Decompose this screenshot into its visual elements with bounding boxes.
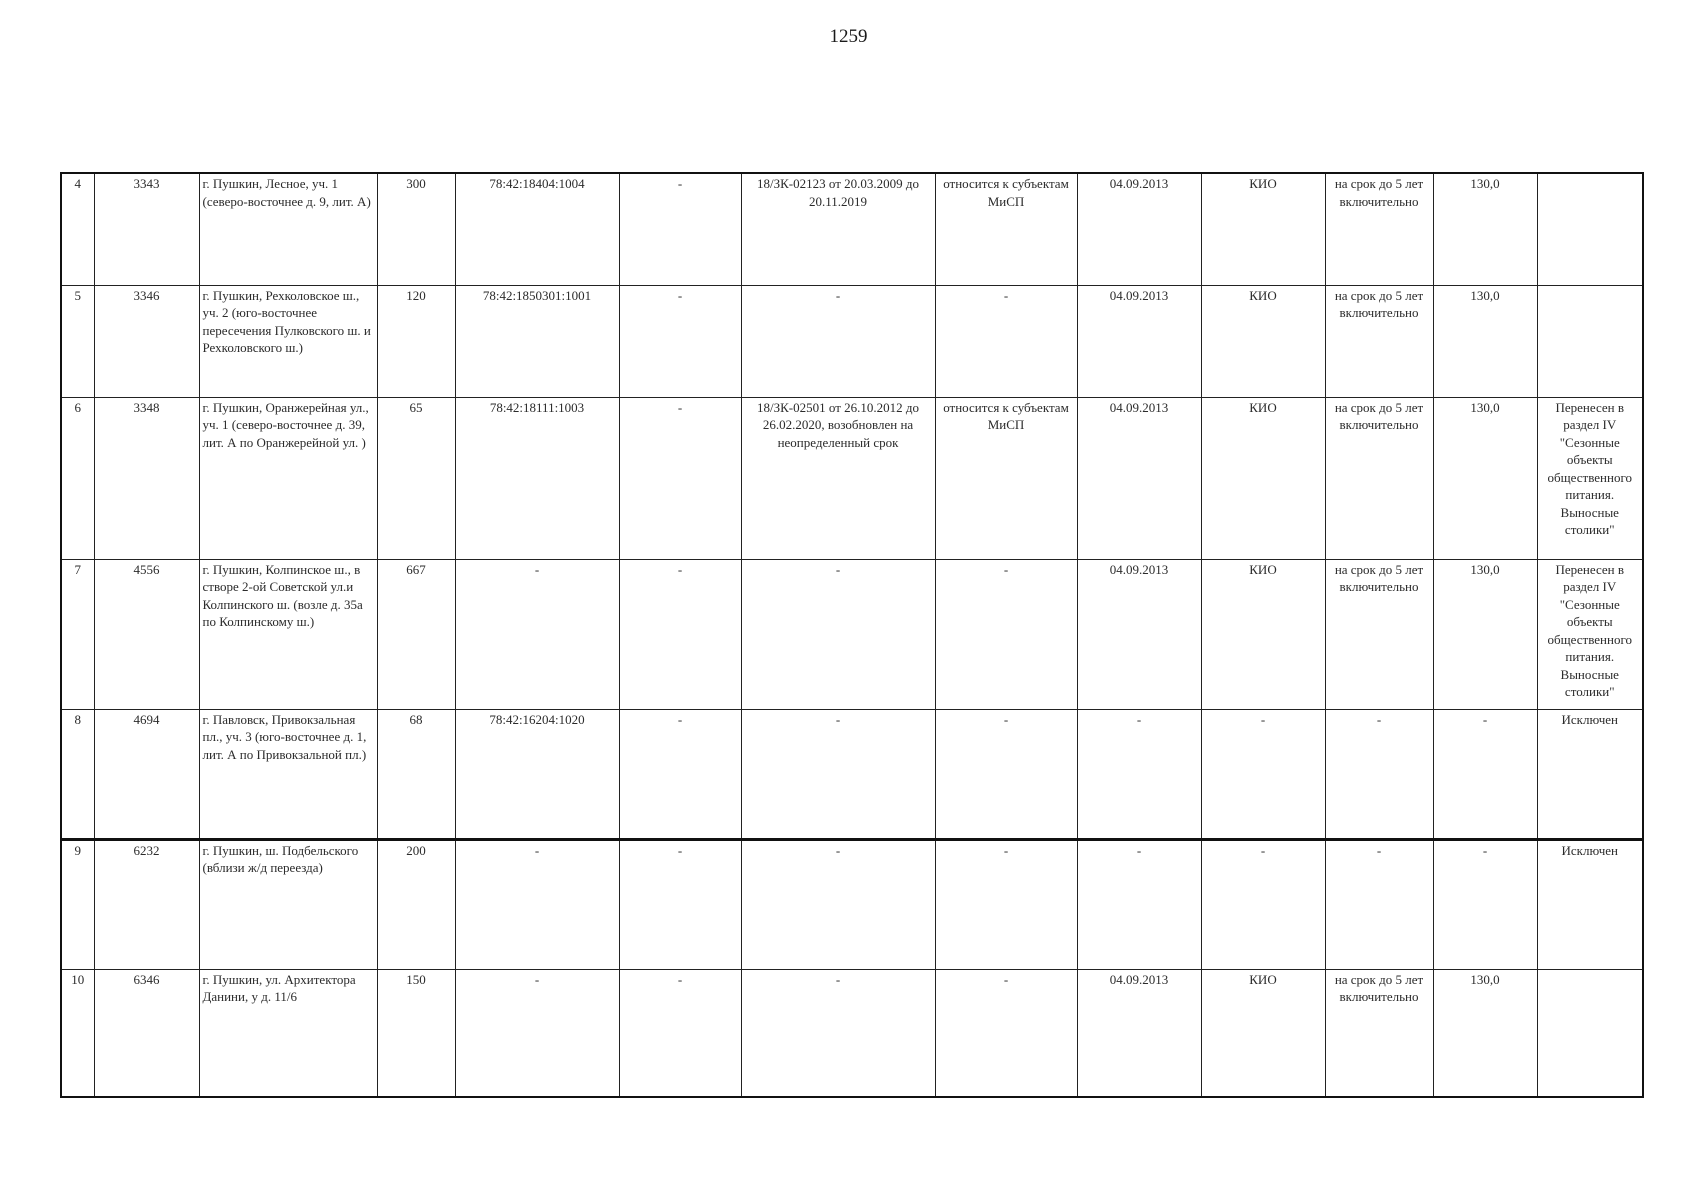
- cell-cadastral: -: [455, 969, 619, 1097]
- cell-num: 5: [61, 285, 94, 397]
- cell-num: 4: [61, 173, 94, 285]
- cell-contract: -: [741, 709, 935, 839]
- cell-contract: -: [741, 969, 935, 1097]
- cell-num: 9: [61, 839, 94, 969]
- cell-note: [1537, 285, 1643, 397]
- cell-term: на срок до 5 лет включительно: [1325, 397, 1433, 559]
- cell-address: г. Пушкин, ш. Подбельского (вблизи ж/д переезда): [199, 839, 377, 969]
- cell-term: на срок до 5 лет включительно: [1325, 173, 1433, 285]
- cell-term: на срок до 5 лет включительно: [1325, 559, 1433, 709]
- cell-value: 130,0: [1433, 559, 1537, 709]
- cell-org: КИО: [1201, 397, 1325, 559]
- cell-value: -: [1433, 709, 1537, 839]
- cell-num: 8: [61, 709, 94, 839]
- cell-num: 10: [61, 969, 94, 1097]
- cell-date: 04.09.2013: [1077, 969, 1201, 1097]
- cell-area: 120: [377, 285, 455, 397]
- cell-area: 150: [377, 969, 455, 1097]
- cell-col6: -: [619, 969, 741, 1097]
- cell-area: 65: [377, 397, 455, 559]
- cell-col6: -: [619, 397, 741, 559]
- cell-id: 6346: [94, 969, 199, 1097]
- cell-org: -: [1201, 709, 1325, 839]
- cell-contract: -: [741, 285, 935, 397]
- cell-note: [1537, 969, 1643, 1097]
- page-number: 1259: [829, 26, 868, 47]
- cell-date: -: [1077, 839, 1201, 969]
- cell-subject: относится к субъектам МиСП: [935, 397, 1077, 559]
- cell-cadastral: 78:42:18111:1003: [455, 397, 619, 559]
- cell-address: г. Пушкин, Колпинское ш., в створе 2-ой Советской ул.и Колпинского ш. (возле д. 35а по Колпинскому ш.): [199, 559, 377, 709]
- cell-col6: -: [619, 709, 741, 839]
- cell-address: г. Пушкин, ул. Архитектора Данини, у д. 11/6: [199, 969, 377, 1097]
- cell-col6: -: [619, 285, 741, 397]
- cell-org: КИО: [1201, 173, 1325, 285]
- cell-org: -: [1201, 839, 1325, 969]
- table-row: [61, 969, 1643, 1097]
- cell-term: на срок до 5 лет включительно: [1325, 285, 1433, 397]
- cell-term: на срок до 5 лет включительно: [1325, 969, 1433, 1097]
- cell-area: 200: [377, 839, 455, 969]
- cell-id: 3343: [94, 173, 199, 285]
- cell-note: [1537, 173, 1643, 285]
- cell-value: 130,0: [1433, 173, 1537, 285]
- cell-org: КИО: [1201, 969, 1325, 1097]
- cell-org: КИО: [1201, 559, 1325, 709]
- cell-col6: -: [619, 839, 741, 969]
- cell-date: -: [1077, 709, 1201, 839]
- cell-contract: -: [741, 559, 935, 709]
- cell-num: 7: [61, 559, 94, 709]
- cell-contract: 18/ЗК-02501 от 26.10.2012 до 26.02.2020, возобновлен на неопределенный срок: [741, 397, 935, 559]
- cell-date: 04.09.2013: [1077, 285, 1201, 397]
- cell-note: Исключен: [1537, 839, 1643, 969]
- cell-value: 130,0: [1433, 285, 1537, 397]
- cell-address: г. Пушкин, Оранжерейная ул., уч. 1 (северо-восточнее д. 39, лит. А по Оранжерейной ул. ): [199, 397, 377, 559]
- cell-subject: -: [935, 839, 1077, 969]
- cell-id: 4556: [94, 559, 199, 709]
- cell-subject: -: [935, 969, 1077, 1097]
- table-row: [61, 397, 1643, 559]
- cell-subject: -: [935, 709, 1077, 839]
- cell-note: Перенесен в раздел IV "Сезонные объекты общественного питания. Выносные столики": [1537, 559, 1643, 709]
- cell-id: 4694: [94, 709, 199, 839]
- cell-contract: -: [741, 839, 935, 969]
- cell-id: 3346: [94, 285, 199, 397]
- cell-date: 04.09.2013: [1077, 397, 1201, 559]
- cell-value: -: [1433, 839, 1537, 969]
- cell-area: 300: [377, 173, 455, 285]
- table-row: [61, 559, 1643, 709]
- cell-date: 04.09.2013: [1077, 173, 1201, 285]
- cell-note: Перенесен в раздел IV "Сезонные объекты общественного питания. Выносные столики": [1537, 397, 1643, 559]
- table-row: [61, 173, 1643, 285]
- cell-org: КИО: [1201, 285, 1325, 397]
- table-row: [61, 285, 1643, 397]
- cell-address: г. Пушкин, Рехколовское ш., уч. 2 (юго-восточнее пересечения Пулковского ш. и Рехколовского ш.): [199, 285, 377, 397]
- cell-id: 6232: [94, 839, 199, 969]
- cell-address: г. Пушкин, Лесное, уч. 1 (северо-восточнее д. 9, лит. А): [199, 173, 377, 285]
- cell-cadastral: -: [455, 559, 619, 709]
- cell-num: 6: [61, 397, 94, 559]
- register-table: [60, 172, 1644, 1098]
- cell-cadastral: 78:42:18404:1004: [455, 173, 619, 285]
- cell-area: 68: [377, 709, 455, 839]
- cell-contract: 18/ЗК-02123 от 20.03.2009 до 20.11.2019: [741, 173, 935, 285]
- table-row: [61, 709, 1643, 839]
- cell-term: -: [1325, 839, 1433, 969]
- cell-col6: -: [619, 173, 741, 285]
- cell-area: 667: [377, 559, 455, 709]
- cell-subject: -: [935, 559, 1077, 709]
- cell-date: 04.09.2013: [1077, 559, 1201, 709]
- cell-id: 3348: [94, 397, 199, 559]
- cell-value: 130,0: [1433, 397, 1537, 559]
- cell-subject: относится к субъектам МиСП: [935, 173, 1077, 285]
- cell-subject: -: [935, 285, 1077, 397]
- table-row: [61, 839, 1643, 969]
- cell-term: -: [1325, 709, 1433, 839]
- cell-cadastral: -: [455, 839, 619, 969]
- cell-note: Исключен: [1537, 709, 1643, 839]
- cell-cadastral: 78:42:1850301:1001: [455, 285, 619, 397]
- cell-value: 130,0: [1433, 969, 1537, 1097]
- cell-address: г. Павловск, Привокзальная пл., уч. 3 (юго-восточнее д. 1, лит. А по Привокзальной пл.): [199, 709, 377, 839]
- cell-cadastral: 78:42:16204:1020: [455, 709, 619, 839]
- cell-col6: -: [619, 559, 741, 709]
